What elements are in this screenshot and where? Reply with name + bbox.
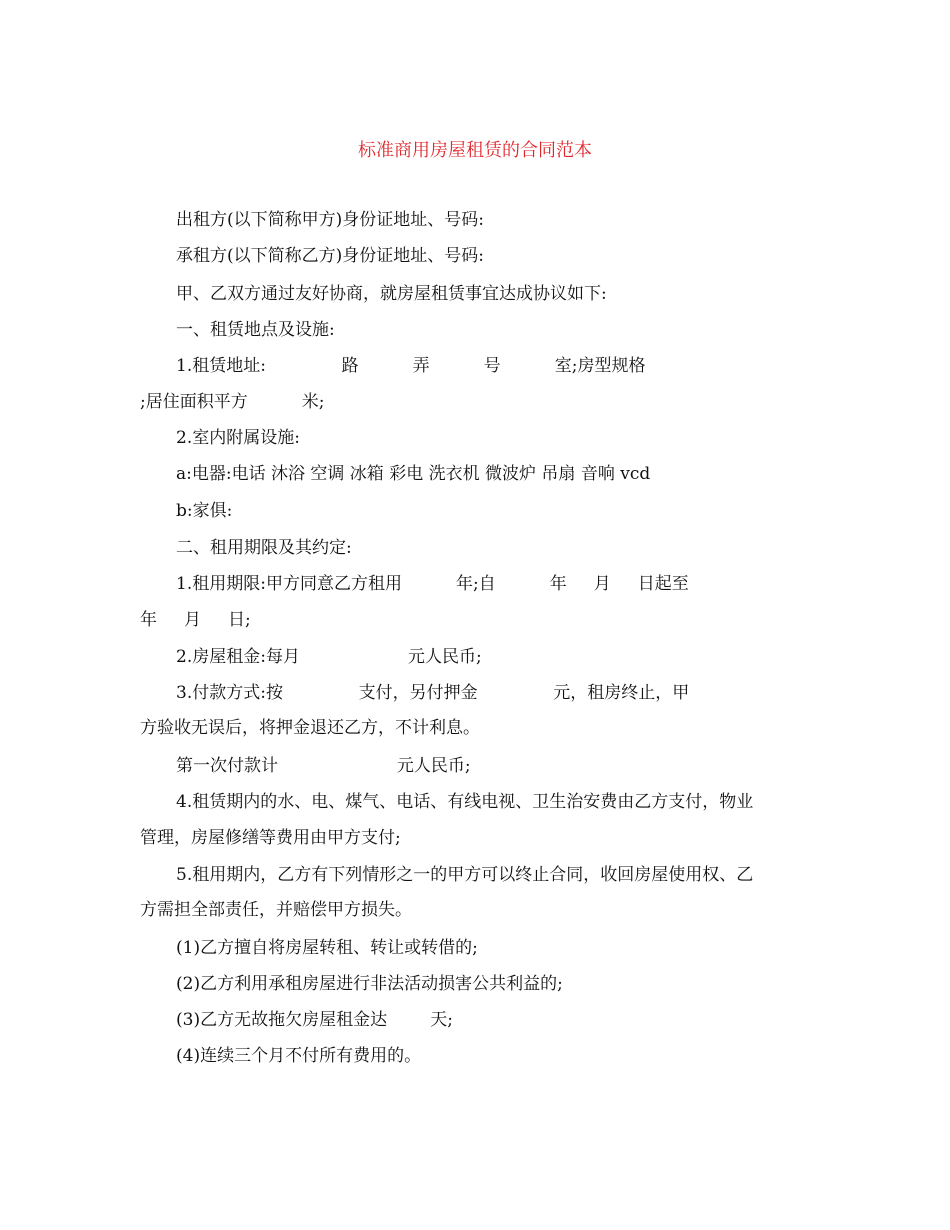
- clause-1-2-a: a:电器:电话 沐浴 空调 冰箱 彩电 洗衣机 微波炉 吊扇 音响 vcd: [176, 464, 651, 484]
- clause-1-2-b: b:家俱:: [176, 501, 233, 521]
- document-title: 标准商用房屋租赁的合同范本: [358, 140, 592, 161]
- termination-item-1: (1)乙方擅自将房屋转租、转让或转借的;: [176, 938, 478, 958]
- section-2-heading: 二、租用期限及其约定:: [176, 538, 352, 558]
- termination-item-2: (2)乙方利用承租房屋进行非法活动损害公共利益的;: [176, 974, 563, 994]
- clause-2-3: 3.付款方式:按 支付，另付押金 元，租房终止，甲: [176, 683, 690, 703]
- termination-item-3: (3)乙方无故拖欠房屋租金达 天;: [176, 1010, 454, 1030]
- lessor-line: 出租方(以下简称甲方)身份证地址、号码:: [176, 210, 484, 230]
- clause-2-2: 2.房屋租金:每月 元人民币;: [176, 647, 482, 667]
- clause-2-3-cont: 方验收无误后，将押金退还乙方，不计利息。: [140, 718, 480, 738]
- clause-2-4-cont: 管理，房屋修缮等费用由甲方支付;: [140, 828, 401, 848]
- clause-2-4: 4.租赁期内的水、电、煤气、电话、有线电视、卫生治安费由乙方支付，物业: [176, 792, 754, 812]
- first-payment-line: 第一次付款计 元人民币;: [176, 756, 471, 776]
- agreement-intro: 甲、乙双方通过友好协商，就房屋租赁事宜达成协议如下:: [176, 284, 607, 304]
- termination-item-4: (4)连续三个月不付所有费用的。: [176, 1046, 422, 1066]
- clause-2-5: 5.租用期内，乙方有下列情形之一的甲方可以终止合同，收回房屋使用权、乙: [176, 865, 754, 885]
- clause-1-1-cont: ;居住面积平方 米;: [140, 392, 325, 412]
- clause-2-5-cont: 方需担全部责任，并赔偿甲方损失。: [140, 900, 412, 920]
- clause-2-1-cont: 年 月 日;: [140, 610, 251, 630]
- clause-1-1: 1.租赁地址: 路 弄 号 室;房型规格: [176, 356, 646, 376]
- clause-2-1: 1.租用期限:甲方同意乙方租用 年;自 年 月 日起至: [176, 574, 689, 594]
- lessee-line: 承租方(以下简称乙方)身份证地址、号码:: [176, 246, 484, 266]
- clause-1-2: 2.室内附属设施:: [176, 428, 300, 448]
- section-1-heading: 一、租赁地点及设施:: [176, 320, 335, 340]
